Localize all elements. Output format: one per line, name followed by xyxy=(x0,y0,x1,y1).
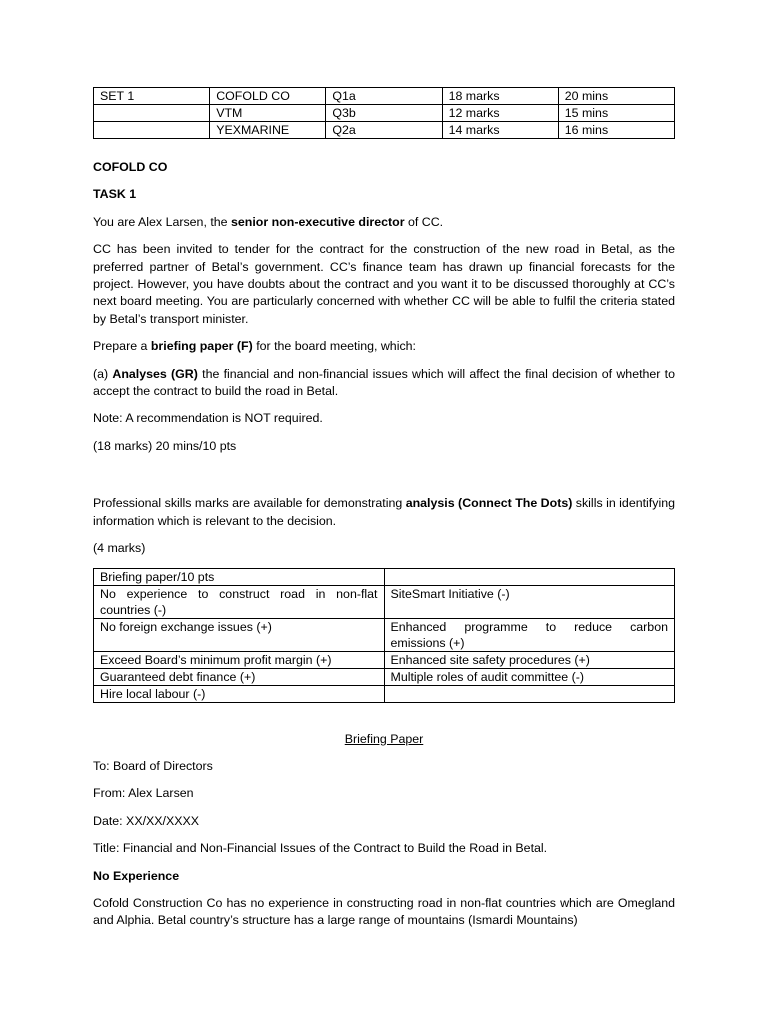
table-cell: SiteSmart Initiative (-) xyxy=(384,585,675,618)
table-row xyxy=(94,651,675,668)
table-cell xyxy=(384,568,675,585)
table-cell: COFOLD CO xyxy=(210,88,326,105)
section-paragraph: Cofold Construction Co has no experience in constructing road in non-flat countries which are Omegland and Alphia. Betal country’s structure has a large range of mountains (Ismardi Mountains) xyxy=(93,895,675,928)
memo-title: Title: Financial and Non-Financial Issues of the Contract to Build the Road in Betal. xyxy=(93,841,548,856)
table-row xyxy=(94,585,675,618)
table-cell: 18 marks xyxy=(442,88,558,105)
memo-to: To: Board of Directors xyxy=(93,758,213,773)
table-cell: Hire local labour (-) xyxy=(94,685,385,702)
document-page xyxy=(93,87,675,940)
marking-points-table xyxy=(93,568,675,703)
table-row xyxy=(94,668,675,685)
table-cell xyxy=(94,122,210,139)
table-cell: No foreign exchange issues (+) xyxy=(94,618,385,651)
company-heading: COFOLD CO xyxy=(93,160,168,174)
table-cell: 15 mins xyxy=(558,105,674,122)
intro-paragraph: You are Alex Larsen, the senior non-executive director of CC. xyxy=(93,214,444,229)
table-cell: Multiple roles of audit committee (-) xyxy=(384,668,675,685)
table-row xyxy=(94,88,675,105)
professional-marks-line: (4 marks) xyxy=(93,541,146,556)
table-cell xyxy=(384,685,675,702)
table-cell: Q2a xyxy=(326,122,442,139)
professional-skills-paragraph: Professional skills marks are available for demonstrating analysis (Connect The Dots) skills in identifying information which is relevant to the decision. xyxy=(93,496,675,528)
table-cell: 14 marks xyxy=(442,122,558,139)
marks-line: (18 marks) 20 mins/10 pts xyxy=(93,438,237,453)
note-paragraph: Note: A recommendation is NOT required. xyxy=(93,411,323,426)
table-cell: No experience to construct road in non-flat countries (-) xyxy=(94,585,385,618)
table-cell: 20 mins xyxy=(558,88,674,105)
table-row xyxy=(94,685,675,702)
question-set-table xyxy=(93,87,675,139)
table-row xyxy=(94,122,675,139)
section-heading: No Experience xyxy=(93,868,180,883)
memo-date: Date: XX/XX/XXXX xyxy=(93,813,200,828)
table-cell: Enhanced programme to reduce carbon emissions (+) xyxy=(384,618,675,651)
scenario-paragraph: CC has been invited to tender for the contract for the construction of the new road in Betal, as the preferred partner of Betal’s government. CC’s finance team has drawn up financial forecasts for the project. However, you have doubts about the contract and you want it to be discussed thoroughly at CC’s next board meeting. You are particularly concerned with whether CC will be able to fulfil the criteria stated by Betal’s transport minister. xyxy=(93,242,675,326)
table-cell: Q1a xyxy=(326,88,442,105)
table-cell: VTM xyxy=(210,105,326,122)
table-cell xyxy=(94,105,210,122)
part-a-paragraph: (a) Analyses (GR) the financial and non-financial issues which will affect the final decision of whether to accept the contract to build the road in Betal. xyxy=(93,366,676,399)
table-row xyxy=(94,568,675,585)
table-cell: YEXMARINE xyxy=(210,122,326,139)
table-cell: Enhanced site safety procedures (+) xyxy=(384,651,675,668)
table-cell: 12 marks xyxy=(442,105,558,122)
table-cell: Guaranteed debt finance (+) xyxy=(94,668,385,685)
table-row xyxy=(94,618,675,651)
memo-from: From: Alex Larsen xyxy=(93,786,194,801)
table-cell: SET 1 xyxy=(94,88,210,105)
table-cell: Q3b xyxy=(326,105,442,122)
prepare-paragraph: Prepare a briefing paper (F) for the board meeting, which: xyxy=(93,339,416,354)
table-cell: Briefing paper/10 pts xyxy=(94,568,385,585)
table-cell: Exceed Board’s minimum profit margin (+) xyxy=(94,651,385,668)
task-heading: TASK 1 xyxy=(93,187,137,202)
table-row xyxy=(94,105,675,122)
table-cell: 16 mins xyxy=(558,122,674,139)
briefing-paper-title: Briefing Paper xyxy=(344,731,424,746)
